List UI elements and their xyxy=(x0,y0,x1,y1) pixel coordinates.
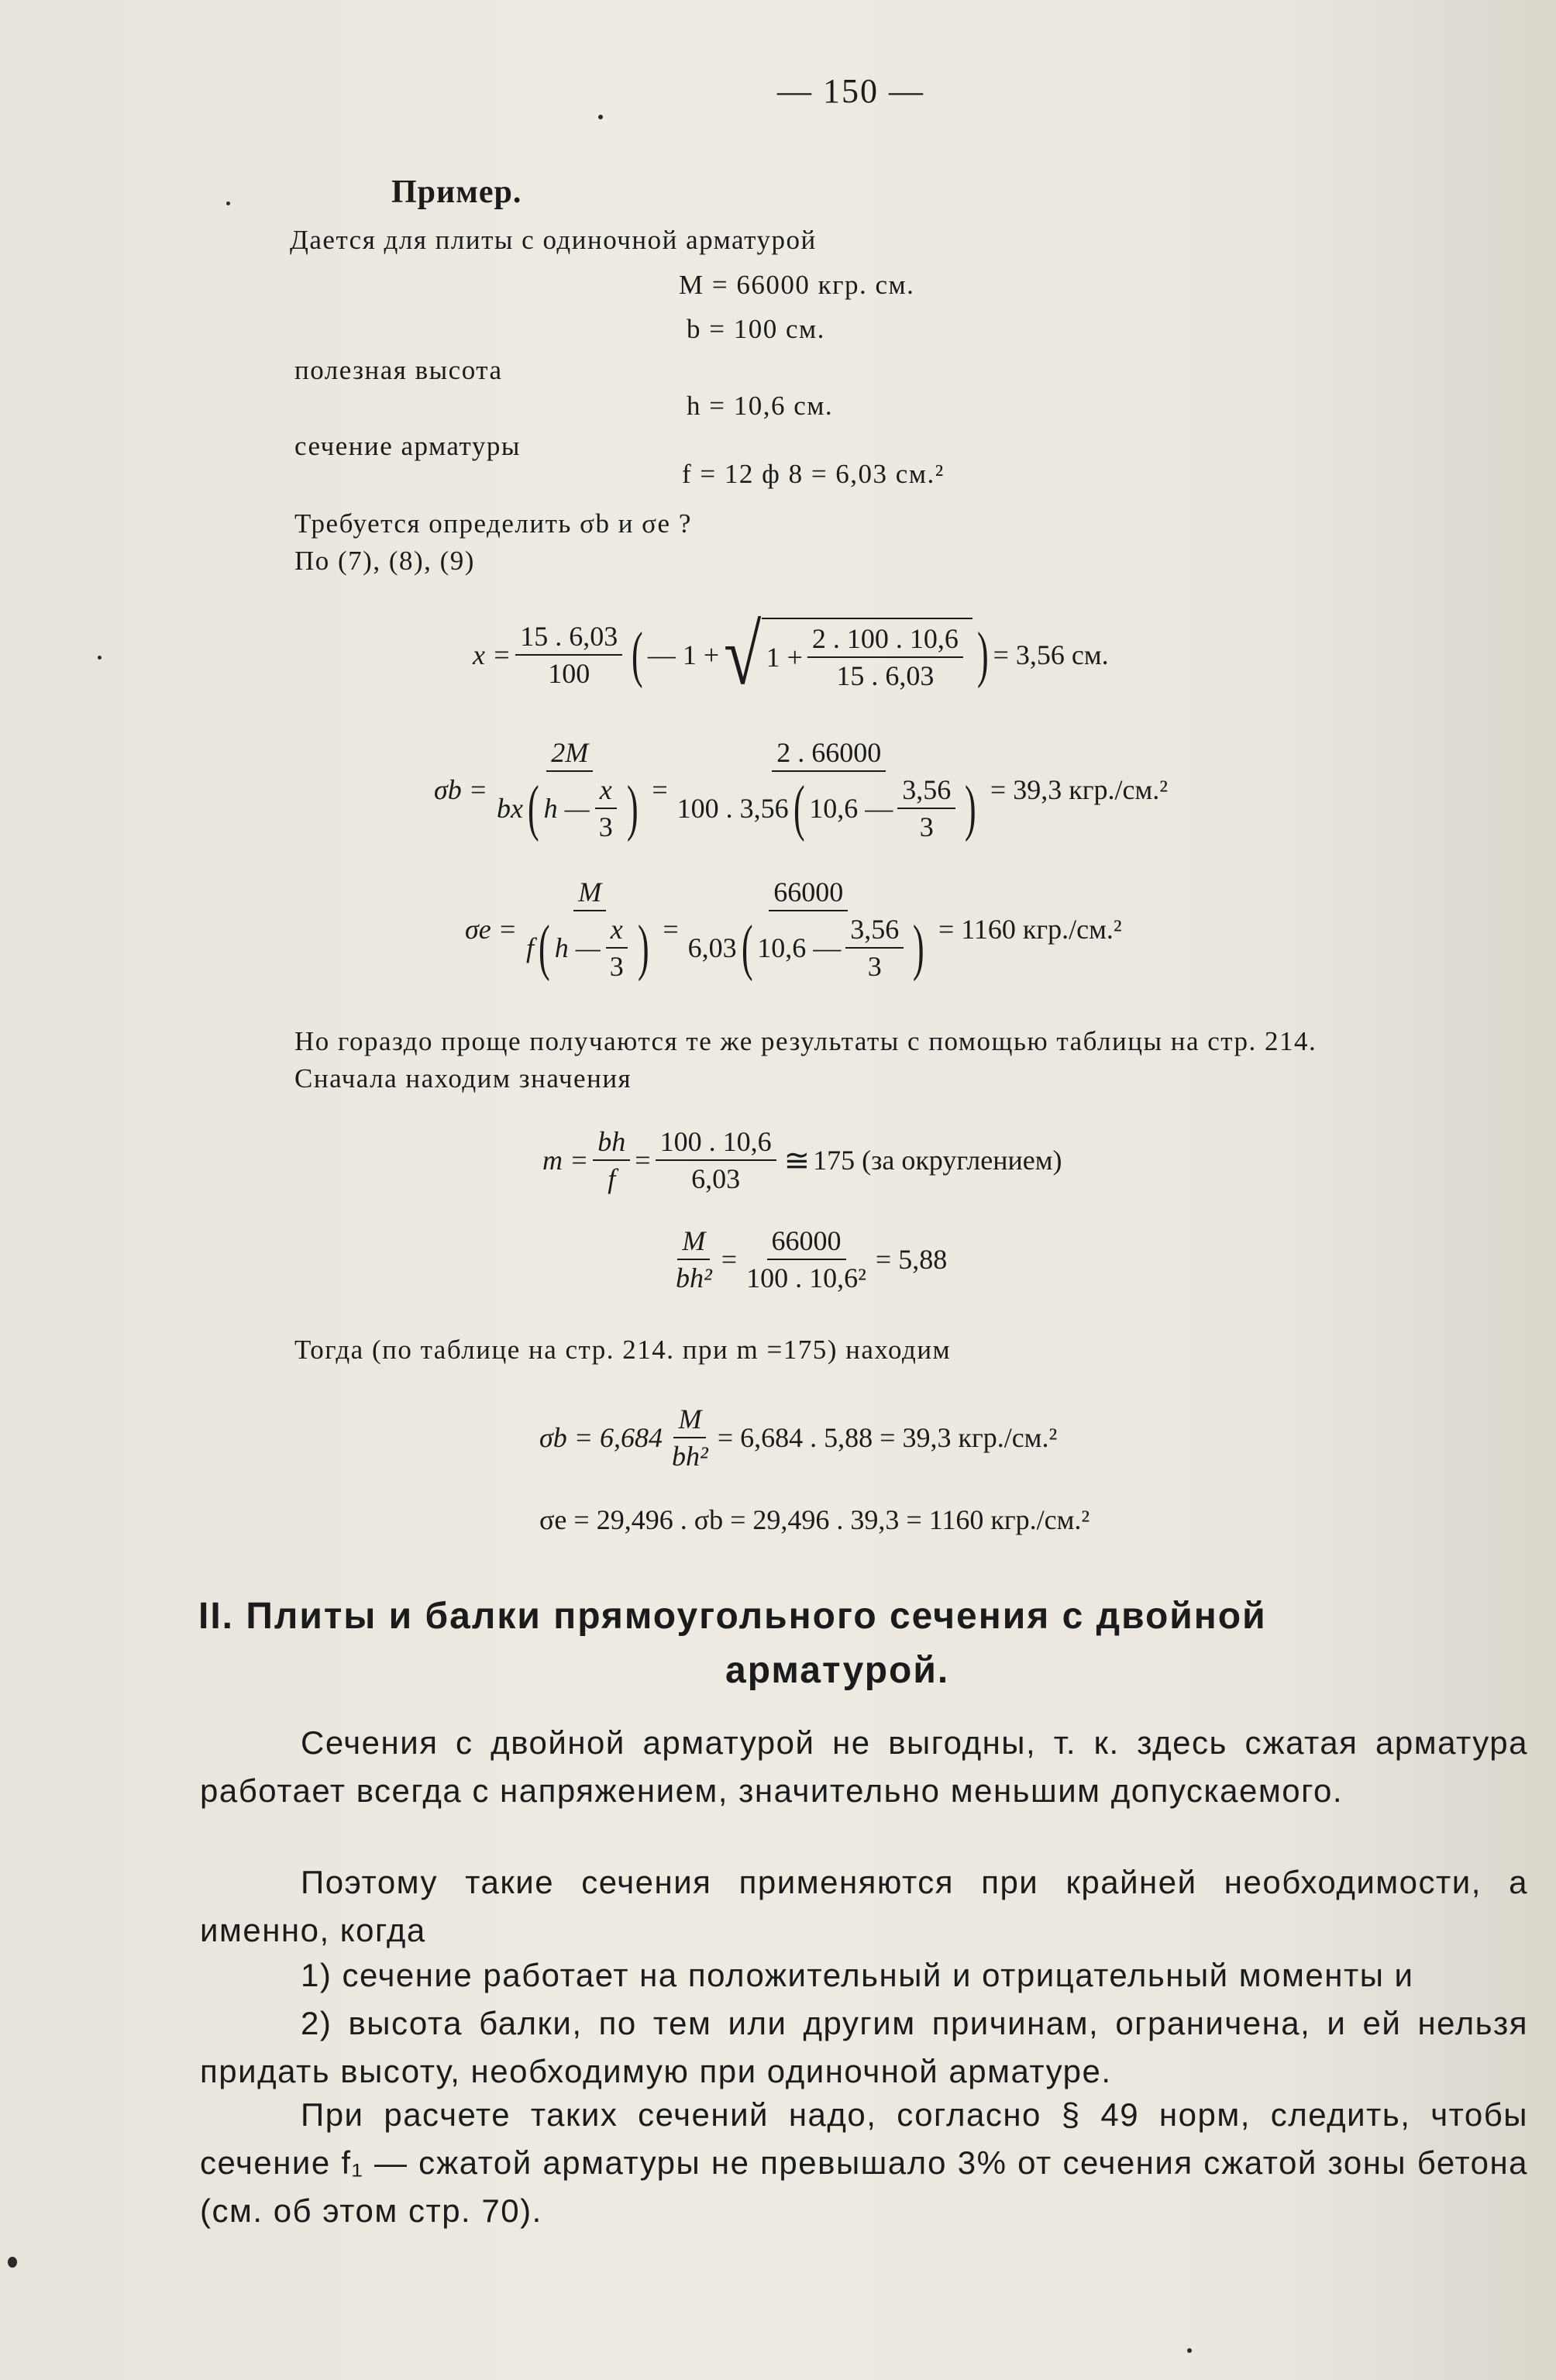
paragraph-5: При расчете таких сечений надо, согласно § 49 норм, следить, чтобы сечение f₁ — сжатой арматуры не превышало 3% от сечения сжатой зоны бетона (см. об этом стр. 70). xyxy=(200,2096,1528,2229)
x-inner-num: 2 . 100 . 10,6 xyxy=(807,622,963,658)
scan-speck xyxy=(226,201,230,205)
paren-open: ( xyxy=(632,621,643,689)
m-fraction-1 xyxy=(593,1125,630,1195)
sqrt-group xyxy=(719,608,972,702)
page-number: — 150 — xyxy=(777,72,924,110)
sb-den1-x-num: x xyxy=(595,773,617,809)
example-intro: Дается для плиты с одиночной арматурой xyxy=(290,225,817,255)
ratio-eq: = xyxy=(721,1244,738,1275)
sb-den2-x-num: 3,56 xyxy=(897,773,955,809)
formula-sigma-b-table xyxy=(539,1403,1057,1472)
m-num1: bh xyxy=(593,1125,630,1161)
formula-sigma-e-table: σe = 29,496 . σb = 29,496 . 39,3 = 1160 кгр./см.² xyxy=(539,1504,1090,1535)
paragraph-1: Сечения с двойной арматурой не выгодны, т. к. здесь сжатая арматура работает всегда с напряжением, значительно меньшим допускаемого. xyxy=(200,1724,1528,1809)
se-den1 xyxy=(522,911,658,983)
se-den1-b: h — xyxy=(554,932,601,963)
m-approx: ≅ xyxy=(783,1142,811,1178)
se-den2 xyxy=(683,911,934,983)
paren: ( xyxy=(539,914,550,982)
se-lhs: σe = xyxy=(465,914,518,945)
x-one-plus: 1 + xyxy=(766,642,803,673)
sb-result: = 39,3 кгр./см.² xyxy=(990,774,1169,805)
sb-num1: 2M xyxy=(546,736,593,772)
x-frac-num: 15 . 6,03 xyxy=(515,620,622,656)
x-inner-den: 15 . 6,03 xyxy=(836,660,935,691)
formula-reference: По (7), (8), (9) xyxy=(294,546,475,576)
m-fraction-2 xyxy=(656,1125,776,1195)
se-den1-x xyxy=(605,913,628,983)
height-value: h = 10,6 см. xyxy=(687,391,834,421)
formula-sigma-e xyxy=(465,876,1122,983)
section-title-line2: арматурой. xyxy=(725,1650,950,1691)
ratio-num2: 66000 xyxy=(767,1224,846,1260)
m-den2: 6,03 xyxy=(691,1163,741,1194)
se-den2-a: 6,03 xyxy=(687,932,737,963)
reinforcement-label: сечение арматуры xyxy=(294,431,521,461)
width-value: b = 100 см. xyxy=(687,314,825,344)
x-minus-one: — 1 + xyxy=(647,639,720,670)
text-then: Тогда (по таблице на стр. 214. при m =175) находим xyxy=(294,1335,952,1365)
paren: ) xyxy=(913,914,924,982)
scan-speck xyxy=(8,2257,17,2268)
height-label: полезная высота xyxy=(294,355,503,385)
ratio-fraction-2 xyxy=(742,1224,871,1294)
formula-sigma-b xyxy=(434,736,1168,843)
paren: ) xyxy=(965,774,976,842)
sb-den2 xyxy=(673,772,986,843)
text-easier: Но гораздо проще получаются те же результаты с помощью таблицы на стр. 214. xyxy=(294,1026,1317,1056)
formula-m xyxy=(542,1125,1062,1195)
x-inner-fraction xyxy=(807,622,963,692)
m-num2: 100 . 10,6 xyxy=(656,1125,776,1161)
text-first: Сначала находим значения xyxy=(294,1063,632,1094)
se-den1-x-num: x xyxy=(606,913,628,949)
paragraph-4: 2) высота балки, по тем или другим причинам, ограничена, и ей нельзя придать высоту, необходимую при одиночной арматуре. xyxy=(200,2005,1528,2089)
se-den2-x-num: 3,56 xyxy=(845,913,904,949)
sb-den1-b: h — xyxy=(543,793,590,824)
ratio-den1: bh² xyxy=(676,1262,712,1293)
sb-den2-x xyxy=(897,773,955,843)
section-title-line1: II. Плиты и балки прямоугольного сечения с двойной xyxy=(198,1596,1267,1637)
sb-fraction-2 xyxy=(673,736,986,843)
example-heading: Пример. xyxy=(391,174,522,210)
scan-speck xyxy=(598,115,603,119)
sb-den2-x-den: 3 xyxy=(919,811,934,842)
m-eq: = xyxy=(635,1145,651,1176)
paragraph-3: 1) сечение работает на положительный и отрицательный моменты и xyxy=(301,1957,1414,1993)
se-den2-b: 10,6 — xyxy=(757,932,842,963)
x-lhs: x = xyxy=(473,639,511,670)
ratio-fraction-1 xyxy=(671,1224,717,1294)
se-den2-x-den: 3 xyxy=(867,951,882,982)
sbt-lhs: σb = 6,684 xyxy=(539,1422,663,1453)
se-eq: = xyxy=(663,914,679,945)
sbt-num: M xyxy=(673,1403,706,1438)
m-den1: f xyxy=(608,1163,616,1194)
ratio-result: = 5,88 xyxy=(875,1244,948,1275)
formula-ratio xyxy=(666,1224,947,1294)
se-fraction-2 xyxy=(683,876,934,983)
paren: ( xyxy=(793,774,805,842)
scan-speck xyxy=(1187,2348,1192,2353)
se-num2: 66000 xyxy=(769,876,848,911)
paren: ( xyxy=(741,914,753,982)
moment-value: M = 66000 кгр. см. xyxy=(679,270,915,300)
paren: ) xyxy=(626,774,639,842)
sb-eq: = xyxy=(652,774,668,805)
required-text: Требуется определить σb и σe ? xyxy=(294,508,692,539)
scan-speck xyxy=(98,656,102,660)
sb-den1-a: bx xyxy=(497,793,524,824)
se-den1-x-den: 3 xyxy=(609,951,624,982)
formula-x xyxy=(473,608,1109,702)
sbt-fraction xyxy=(667,1403,713,1472)
sb-lhs: σb = xyxy=(434,774,488,805)
ratio-num1: M xyxy=(677,1224,710,1260)
paren-close: ) xyxy=(976,621,989,689)
sb-num2: 2 . 66000 xyxy=(772,736,886,772)
sb-den1 xyxy=(492,772,647,843)
se-num1: M xyxy=(573,876,606,911)
sb-fraction-1 xyxy=(492,736,647,843)
sqrt-radicand xyxy=(762,618,972,692)
se-den2-x xyxy=(845,913,904,983)
paragraph-2: Поэтому такие сечения применяются при крайней необходимости, а именно, когда xyxy=(200,1864,1528,1948)
sb-den2-a: 100 . 3,56 xyxy=(676,793,789,824)
paren: ( xyxy=(528,774,539,842)
sb-den2-b: 10,6 — xyxy=(809,793,893,824)
ratio-den2: 100 . 10,6² xyxy=(746,1262,866,1293)
se-den1-a: f xyxy=(526,932,535,963)
x-frac-den: 100 xyxy=(548,658,590,689)
m-result: 175 (за округлением) xyxy=(813,1145,1062,1176)
sb-den1-x xyxy=(594,773,618,843)
x-result: = 3,56 см. xyxy=(993,639,1109,670)
se-result: = 1160 кгр./см.² xyxy=(938,914,1122,945)
reinforcement-value: f = 12 ф 8 = 6,03 см.² xyxy=(682,459,945,489)
sbt-result: = 6,684 . 5,88 = 39,3 кгр./см.² xyxy=(717,1422,1058,1453)
sbt-den: bh² xyxy=(672,1441,708,1472)
m-lhs: m = xyxy=(542,1145,589,1176)
se-fraction-1 xyxy=(522,876,658,983)
sb-den1-x-den: 3 xyxy=(598,811,613,842)
x-fraction xyxy=(515,620,622,690)
paren: ) xyxy=(637,914,649,982)
sqrt-sign: √ xyxy=(724,608,762,702)
